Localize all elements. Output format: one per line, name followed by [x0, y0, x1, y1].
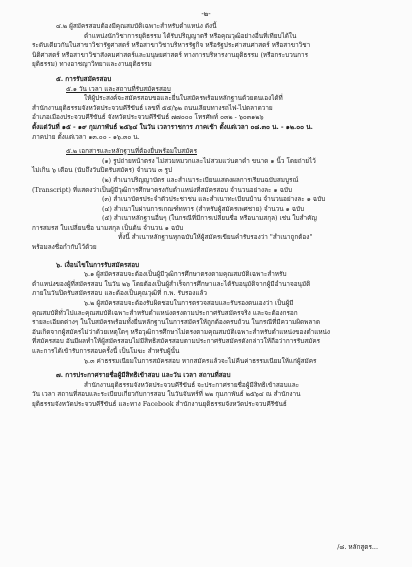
qualification-line-1: ตำแหน่งนักวิชาการยุติธรรม ได้รับปริญญาตรี หรือคุณวุฒิอย่างอื่นที่เทียบได้ใน: [84, 31, 297, 40]
section-5-2-heading: ๕.๒ เอกสารและหลักฐานที่ต้องยื่นพร้อมใบสมัคร: [66, 147, 198, 156]
condition-6-2-line-5: ที่สมัครสอบ อันมีผลทำให้ผู้สมัครสอบไม่มีสิทธิสมัครสอบตามประกาศรับสมัครดังกล่าวให้ถือว่าการรับสมัคร: [32, 337, 321, 346]
document-item-2: (๒) สำเนาปริญญาบัตร และสำเนาระเบียนแสดงผลการเรียนฉบับสมบูรณ์: [102, 175, 299, 184]
section-6-heading: ๖. เงื่อนไขในการรับสมัครสอบ: [56, 260, 140, 269]
condition-6-2-line-3: รายละเอียดต่างๆ ในใบสมัครพร้อมทั้งยื่นหลักฐานในการสมัครให้ถูกต้องครบถ้วน ในกรณีที่มีความผิดพลาด: [32, 318, 321, 327]
document-item-5: (๕) สำเนาหลักฐานอื่นๆ (ในกรณีที่มีการเปลี่ยนชื่อ หรือนามสกุล) เช่น ใบสำคัญ: [102, 214, 317, 223]
condition-6-3: ๖.๓ ค่าธรรมเนียมในการสมัครสอบ หากสมัครแล้วจะไม่คืนค่าธรรมเนียมให้แก่ผู้สมัคร: [84, 356, 317, 365]
document-body: [32, 22, 382, 410]
application-dates: ตั้งแต่วันที่ ๑๕ - ๑๙ กุมภาพันธ์ ๒๕๖๔ ในวัน เวลาราชการ ภาคเช้า ตั้งแต่เวลา ๐๘.๓๐ น. - ๑๒.๐๐ น.: [32, 122, 313, 131]
announcement-line-2: วัน เวลา สถานที่สอบและระเบียบเกี่ยวกับการสอบ ในวันจันทร์ที่ ๒๒ กุมภาพันธ์ ๒๕๖๔ ณ สำนักงาน: [32, 390, 301, 399]
document-item-2-cont: (Transcript) ที่แสดงว่าเป็นผู้มีวุฒิการศึกษาตรงกับตำแหน่งที่สมัครสอบ จำนวนอย่างละ ๑ ฉบับ: [32, 185, 293, 194]
application-hours: ภาคบ่าย ตั้งแต่เวลา ๑๓.๐๐ - ๑๖.๓๐ น.: [32, 132, 140, 141]
application-line-2: สำนักงานยุติธรรมจังหวัดประจวบคีรีขันธ์ เลขที่ ๕๕/๖๒ ถนนเลียบทางรถไฟ-ไปตลาดวาย: [32, 103, 273, 112]
certification-note: ทั้งนี้ สำเนาหลักฐานทุกฉบับให้ผู้สมัครเขียนคำรับรองว่า "สำเนาถูกต้อง": [118, 233, 313, 242]
section-5-heading: ๕. การรับสมัครสอบ: [56, 74, 112, 83]
announcement-line-1: สำนักงานยุติธรรมจังหวัดประจวบคีรีขันธ์ จะประกาศรายชื่อผู้มีสิทธิเข้าสอบและ: [84, 380, 300, 389]
page-continuation: /๘. หลักสูตร...: [337, 543, 378, 552]
certification-note-cont: พร้อมลงชื่อกำกับไว้ด้วย: [32, 243, 97, 252]
page-number: -๒-: [201, 10, 211, 18]
document-item-4: (๔) สำเนาใบผ่านการเกณฑ์ทหาร (สำหรับผู้สมัครเพศชาย) จำนวน ๑ ฉบับ: [102, 204, 305, 213]
document-item-1-cont: ไม่เกิน ๖ เดือน (นับถึงวันปิดรับสมัคร) จำนวน ๓ รูป: [32, 166, 173, 175]
document-item-5-cont: การสมรส ใบเปลี่ยนชื่อ นามสกุล เป็นต้น จำนวน ๑ ฉบับ: [32, 223, 184, 232]
condition-6-2: ๖.๒ ผู้สมัครสอบจะต้องรับผิดชอบในการตรวจสอบและรับรองตนเองว่า เป็นผู้มี: [84, 299, 294, 308]
condition-6-1-line-2: ตำแหน่งของผู้ที่สมัครสอบ ในวัน ๒๖ โดยต้องเป็นผู้สำเร็จการศึกษาและได้รับอนุมัติจากผู้มีอำนาจอนุมัติ: [32, 279, 311, 288]
document-item-1: (๑) รูปถ่ายหน้าตรง ไม่สวมหมวกและไม่สวมแว่นตาดำ ขนาด ๑ นิ้ว โดยถ่ายไว้: [102, 156, 316, 165]
document-item-3: (๓) สำเนาบัตรประจำตัวประชาชน และสำเนาทะเบียนบ้าน จำนวนอย่างละ ๑ ฉบับ: [102, 195, 326, 204]
application-line-1: ให้ผู้ประสงค์จะสมัครสอบขอและยื่นใบสมัครพร้อมหลักฐานด้วยตนเองได้ที่: [84, 94, 283, 103]
announcement-line-3: ยุติธรรมจังหวัดประจวบคีรีขันธ์ และทาง Facebook สำนักงานยุติธรรมจังหวัดประจวบคีรีขันธ์: [32, 399, 287, 408]
section-5-1-heading: ๕.๑ วัน เวลา และสถานที่รับสมัครสอบ: [66, 84, 171, 93]
application-line-3: อำเภอเมืองประจวบคีรีขันธ์ จังหวัดประจวบคีรีขันธ์ ๗๗๐๐๐ โทรศัพท์ ๐๓๒ - ๖๐๓๑๒๖: [32, 113, 264, 122]
condition-6-2-line-6: และการได้เข้ารับการสอบครั้งนี้ เป็นโมฆะ สำหรับผู้นั้น: [32, 347, 180, 355]
qualification-line-3: นิติศาสตร์ หรือสาขาวิชาสังคมศาสตร์และมนุษยศาสตร์ ทางการบริหารงานยุติธรรม (หรือกระบวนการ: [32, 50, 309, 59]
qualification-line-2: ระดับเดียวกันในสาขาวิชารัฐศาสตร์ หรือสาขาวิชาบริหารรัฐกิจ หรือรัฐประศาสนศาสตร์ หรือสาขาวิชา: [32, 41, 311, 50]
condition-6-1: ๖.๑ ผู้สมัครสอบจะต้องเป็นผู้มีวุฒิการศึกษาตรงตามคุณสมบัติเฉพาะสำหรับ: [84, 270, 287, 279]
condition-6-1-line-3: ภายในวันปิดรับสมัครสอบ และต้องเป็นคุณวุฒิที่ ก.พ. รับรองแล้ว: [32, 289, 208, 298]
condition-6-2-line-4: อันเกิดจากผู้สมัครไม่ว่าด้วยเหตุใดๆ หรือวุฒิการศึกษาไม่ตรงตามคุณสมบัติเฉพาะสำหรับตำแหน่งของตำแหน่ง: [32, 327, 331, 336]
section-7-heading: ๗. การประกาศรายชื่อผู้มีสิทธิเข้าสอบ และวัน เวลา สถานที่สอบ: [56, 371, 231, 380]
condition-6-2-line-2: คุณสมบัติทั่วไปและคุณสมบัติเฉพาะสำหรับตำแหน่งตรงตามประกาศรับสมัครจริง และจะต้องกรอก: [32, 308, 298, 317]
section-4-2-heading: ๔.๒ ผู้สมัครสอบต้องมีคุณสมบัติเฉพาะสำหรับตำแหน่ง ดังนี้: [56, 22, 217, 30]
qualification-line-4: ยุติธรรม) ทางอาชญาวิทยาและงานยุติธรรม: [32, 60, 152, 69]
